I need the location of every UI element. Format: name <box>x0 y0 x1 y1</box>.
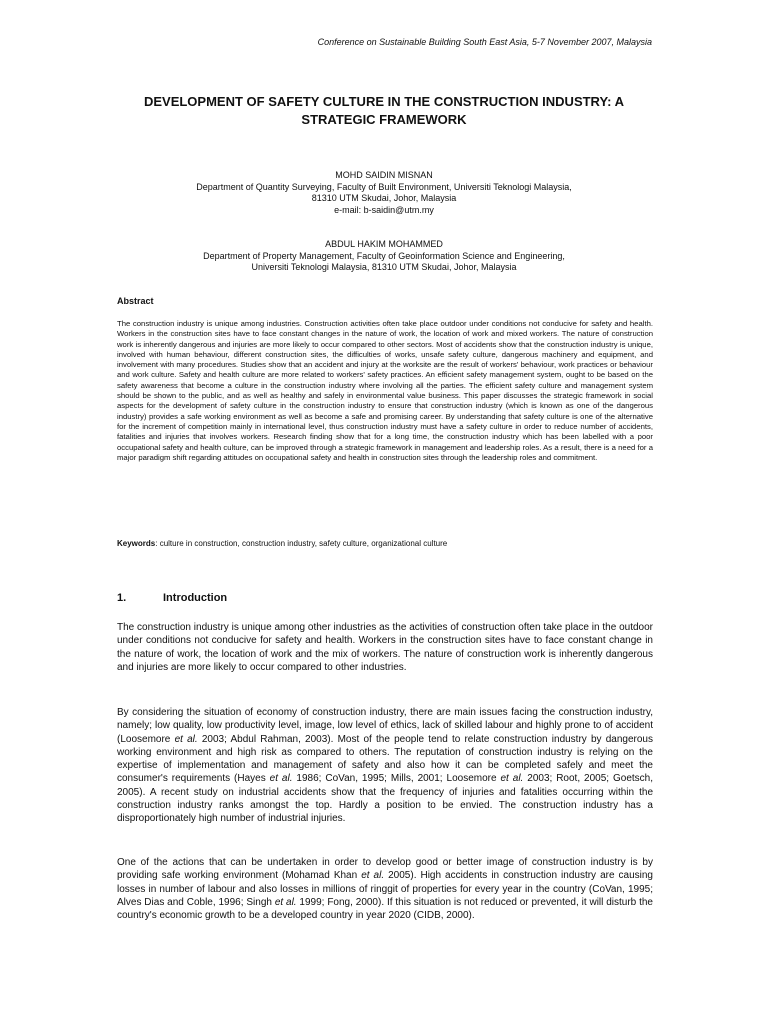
citation-et-al: et al. <box>174 733 198 745</box>
keywords-label: Keywords <box>117 539 156 548</box>
author-name: MOHD SAIDIN MISNAN <box>335 170 433 180</box>
keywords-line <box>117 539 653 548</box>
abstract-heading: Abstract <box>117 296 154 306</box>
author-affiliation: Department of Quantity Surveying, Faculty of Built Environment, Universiti Teknologi Malaysia, <box>196 181 572 192</box>
section-number: 1. <box>117 592 127 604</box>
section-title: Introduction <box>163 592 228 604</box>
citation-et-al: et al. <box>361 870 385 882</box>
citation-et-al: et al. <box>269 773 293 785</box>
citation-et-al: et al. <box>500 773 524 785</box>
paper-title-line1: DEVELOPMENT OF SAFETY CULTURE IN THE CONSTRUCTION INDUSTRY: A <box>143 94 625 109</box>
author-affiliation: 81310 UTM Skudai, Johor, Malaysia <box>311 193 457 203</box>
paper-title-line2: STRATEGIC FRAMEWORK <box>301 112 467 127</box>
paragraph-text: By considering the situation of economy of construction industry, there are main issues facing the construction industry, namely; low quality, low productivity level, image, low level of ethics, lack of skilled labour and highly prone to of accident (Loosemore <box>117 707 653 745</box>
body-paragraph-3 <box>117 856 653 922</box>
paragraph-text: 2003; Root, 2005; Goetsch, 2005). A recent study on industrial accidents show that the frequency of injuries and fatalities occurring within the construction industry ranks amongst the top. Hardly a position to be envied. The construction industry has a disproportionately high number of industrial injuries. <box>117 773 654 825</box>
author-name: ABDUL HAKIM MOHAMMED <box>325 239 443 249</box>
section-heading-introduction <box>117 592 227 604</box>
paragraph-text: 2005). High accidents in construction industry are causing losses in number of labour and also losses in millions of ringgit of properties for every year in the country (CoVan, 1995; Alves Dias and Coble, 1996; Singh <box>117 870 653 908</box>
body-paragraph-2 <box>117 706 653 826</box>
abstract-body: The construction industry is unique among industries. Construction activities often take place outdoor under conditions not conducive for safety and health. Workers in the construction sites have to face constant changes in the nature of work, the location of work and mixed workers. The nature of construction work is inherently dangerous and injuries are more likely to occur compared to other sectors. Most of accidents show that the construction industry is unique, involved with human behaviour, different construction sites, the difficulties of works, unsafe safety culture, dangerous machinery and equipment, and involvement with many procedures. Studies show that an accident and injury at the worksite are the result of workers' behaviour, work practices or behaviour and work culture. Safety and health culture are more related to workers' safety practices. An efficient safety management system, ought to be based on the safety awareness that become a culture in the construction industry where involving all the parties. The efficient safety culture and management system should be shown to the public, and as well as healthy and safely in environmental value business. This paper discusses the strategic framework in social aspects for the development of safety culture in the construction industry to ensure that construction industry (which is known as one of the dangerous industry) provides a safe working environment as well as become a safe and promising career. By understanding that safety culture is one of the alternative for the increment of competition mainly in international level, thus construction industry must have a safety culture in order to reduce number of accidents, fatalities and injuries that involves workers. Research finding show that for a long time, the construction industry which has been labelled with a poor occupational safety and health culture, can be improved through a strategic framework in management and leadership roles. As a result, there is a need for a major paradigm shift regarding attitudes on occupational safety and health in construction sites through the leadership roles and commitment. <box>117 319 653 462</box>
author-affiliation: Universiti Teknologi Malaysia, 81310 UTM Skudai, Johor, Malaysia <box>251 262 517 272</box>
keywords-separator: : <box>155 539 160 548</box>
author-email: e-mail: b-saidin@utm.my <box>334 204 434 215</box>
keywords-text: culture in construction, construction industry, safety culture, organizational culture <box>159 539 448 548</box>
author-block-2 <box>110 239 658 274</box>
paper-title <box>110 93 658 129</box>
author-affiliation: Department of Property Management, Faculty of Geoinformation Science and Engineering, <box>203 250 565 261</box>
body-paragraph-1: The construction industry is unique among other industries as the activities of construction often take place in the outdoor under conditions not conducive for safety and health. Workers in the construction sites have to face constant change in the nature of work, the location of work and the mix of workers. The nature of construction work is inherently dangerous and injuries are more likely to occur compared to other industries. <box>117 622 653 673</box>
running-header: Conference on Sustainable Building South East Asia, 5-7 November 2007, Malaysia <box>317 37 652 47</box>
paragraph-text: 2003; Abdul Rahman, 2003). Most of the people tend to relate construction industry by dangerous working environment and high risk as compared to others. The reputation of construction industry is relying on the expertise of implementation and management of safety and also how it can be completed safely and meet the consumer's requirements (Hayes <box>117 733 653 785</box>
paragraph-text: One of the actions that can be undertaken in order to develop good or better image of construction industry is by providing safe working environment (Mohamad Khan <box>117 857 653 882</box>
paragraph-text: 1999; Fong, 2000). If this situation is not reduced or prevented, it will disturb the country's economic growth to be a developed country in year 2020 (CIDB, 2000). <box>117 896 653 922</box>
citation-et-al: et al. <box>274 896 297 908</box>
paragraph-text: 1986; CoVan, 1995; Mills, 2001; Loosemore <box>292 773 501 785</box>
author-block-1 <box>110 170 658 216</box>
